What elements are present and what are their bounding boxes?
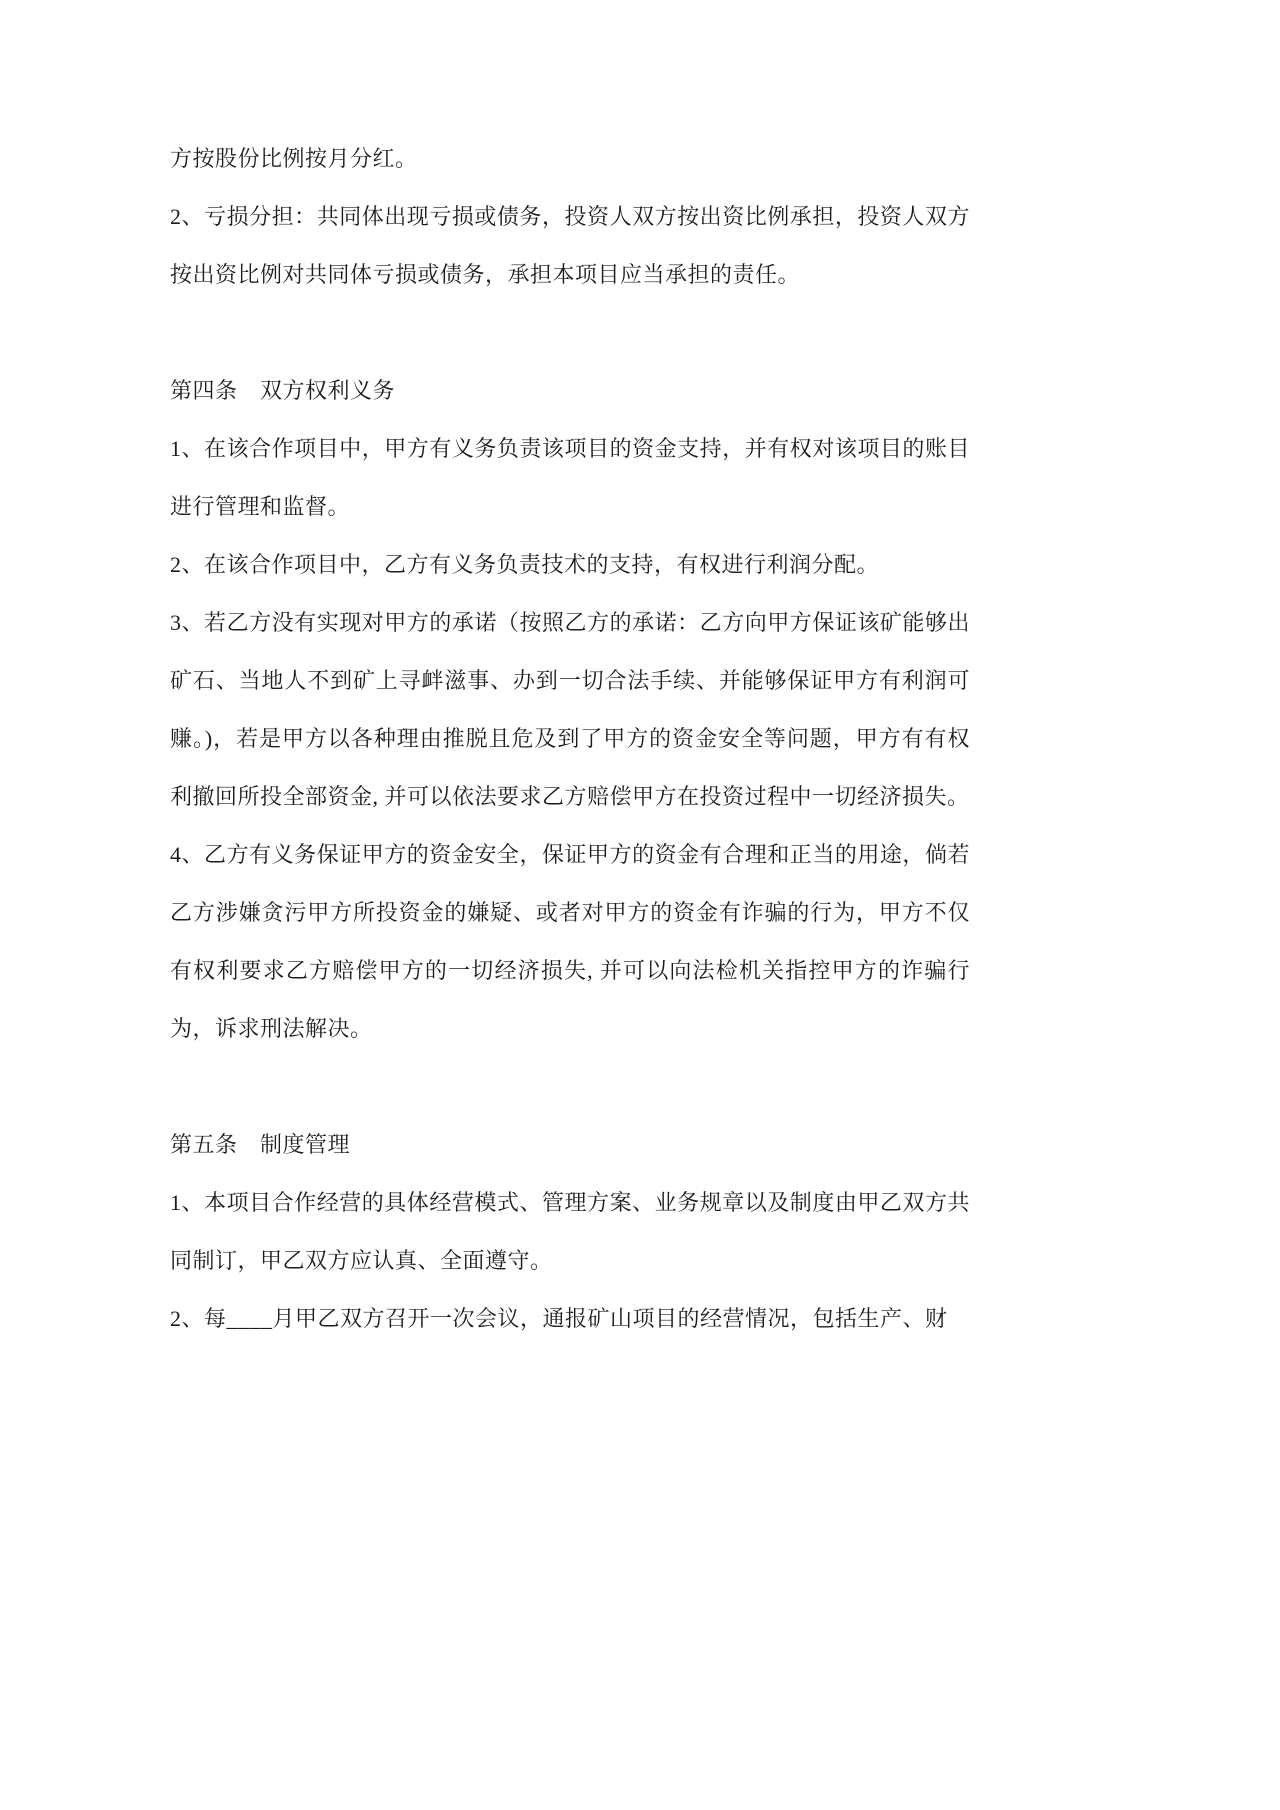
paragraph-continuation-dividends: 方按股份比例按月分红。 bbox=[170, 146, 418, 171]
heading-article-4-rights-obligations: 第四条 双方权利义务 bbox=[170, 378, 396, 403]
paragraph-article5-item1: 1、本项目合作经营的具体经营模式、管理方案、业务规章以及制度由甲乙双方共同制订，甲乙双方应认真、全面遵守。 bbox=[170, 1190, 970, 1273]
paragraph-article4-item4: 4、乙方有义务保证甲方的资金安全，保证甲方的资金有合理和正当的用途，倘若乙方涉嫌贪污甲方所投资金的嫌疑、或者对甲方的资金有诈骗的行为，甲方不仅有权利要求乙方赔偿甲方的一切经济损失, 并可以向法检机关指控甲方的诈骗行为，诉求刑法解决。 bbox=[170, 842, 970, 1041]
paragraph-article4-item2: 2、在该合作项目中，乙方有义务负责技术的支持，有权进行利润分配。 bbox=[170, 552, 880, 577]
heading-article-5-system-management: 第五条 制度管理 bbox=[170, 1132, 351, 1157]
paragraph-loss-sharing: 2、亏损分担：共同体出现亏损或债务，投资人双方按出资比例承担，投资人双方按出资比例对共同体亏损或债务，承担本项目应当承担的责任。 bbox=[170, 204, 970, 287]
paragraph-article5-item2: 2、每____月甲乙双方召开一次会议，通报矿山项目的经营情况，包括生产、财 bbox=[170, 1306, 948, 1331]
paragraph-article4-item1: 1、在该合作项目中，甲方有义务负责该项目的资金支持，并有权对该项目的账目进行管理和监督。 bbox=[170, 436, 970, 519]
document-body bbox=[170, 130, 970, 1348]
paragraph-article4-item3: 3、若乙方没有实现对甲方的承诺（按照乙方的承诺：乙方向甲方保证该矿能够出矿石、当地人不到矿上寻衅滋事、办到一切合法手续、并能够保证甲方有利润可赚。)，若是甲方以各种理由推脱且危及到了甲方的资金安全等问题，甲方有有权利撤回所投全部资金, 并可以依法要求乙方赔偿甲方在投资过程中一切经济损失。 bbox=[170, 610, 970, 809]
